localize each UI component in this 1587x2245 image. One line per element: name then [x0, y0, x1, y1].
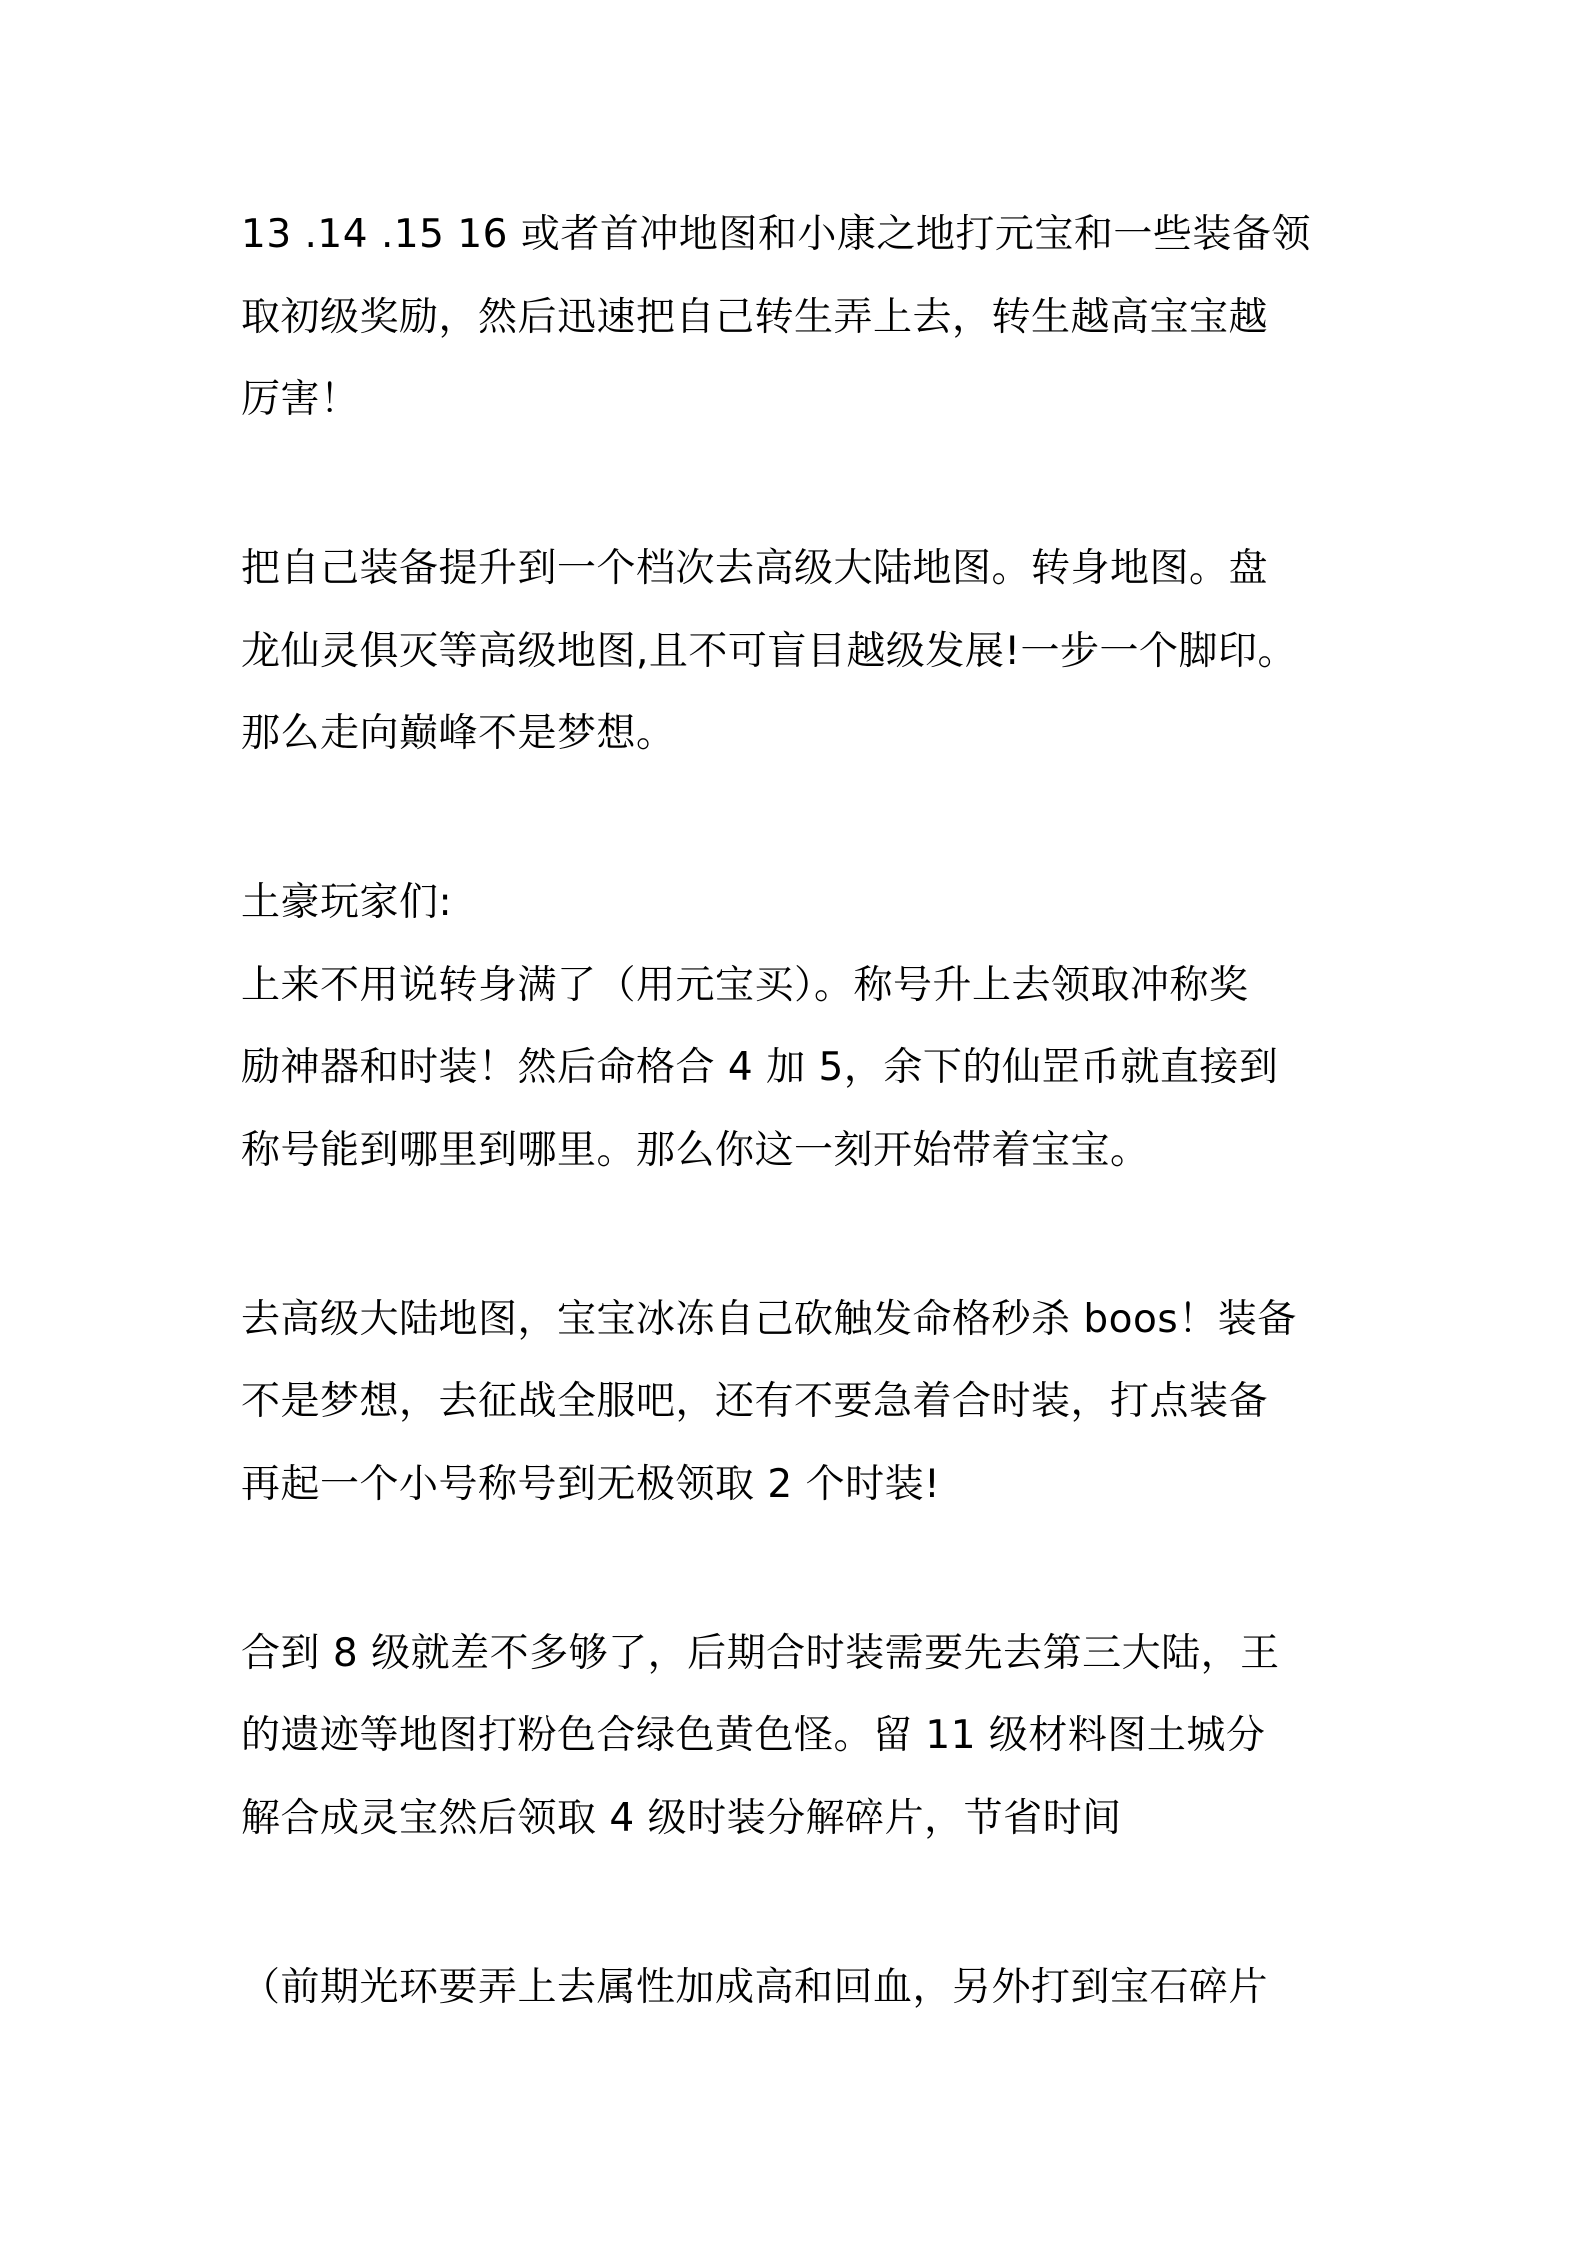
paragraph-4-line-3: 再起一个小号称号到无极领取 2 个时装!	[241, 1462, 941, 1507]
paragraph-3-line-4: 称号能到哪里到哪里。那么你这一刻开始带着宝宝。	[241, 1128, 1150, 1173]
paragraph-3-line-3: 励神器和时装！然后命格合 4 加 5，余下的仙罡币就直接到	[241, 1045, 1279, 1090]
paragraph-1-line-1: 13 .14 .15 16 或者首冲地图和小康之地打元宝和一些装备领	[241, 212, 1311, 257]
paragraph-2-line-2: 龙仙灵俱灭等高级地图,且不可盲目越级发展!一步一个脚印。	[241, 629, 1298, 674]
paragraph-4-line-1: 去高级大陆地图，宝宝冰冻自己砍触发命格秒杀 boos！装备	[241, 1297, 1297, 1342]
paragraph-4-line-2: 不是梦想，去征战全服吧，还有不要急着合时装，打点装备	[241, 1379, 1269, 1424]
paragraph-5-line-2: 的遗迹等地图打粉色合绿色黄色怪。留 11 级材料图土城分	[241, 1713, 1266, 1758]
paragraph-6-line-1: （前期光环要弄上去属性加成高和回血，另外打到宝石碎片	[241, 1965, 1269, 2010]
paragraph-5-line-3: 解合成灵宝然后领取 4 级时装分解碎片，节省时间	[241, 1796, 1122, 1841]
paragraph-2-line-3: 那么走向巅峰不是梦想。	[241, 711, 676, 756]
paragraph-3-line-1: 土豪玩家们:	[241, 880, 453, 925]
paragraph-2-line-1: 把自己装备提升到一个档次去高级大陆地图。转身地图。盘	[241, 546, 1269, 591]
paragraph-3-line-2: 上来不用说转身满了（用元宝买）。称号升上去领取冲称奖	[241, 963, 1249, 1008]
paragraph-1-line-3: 厉害！	[241, 377, 360, 422]
paragraph-1-line-2: 取初级奖励，然后迅速把自己转生弄上去，转生越高宝宝越	[241, 295, 1269, 340]
paragraph-5-line-1: 合到 8 级就差不多够了，后期合时装需要先去第三大陆，王	[241, 1631, 1280, 1676]
